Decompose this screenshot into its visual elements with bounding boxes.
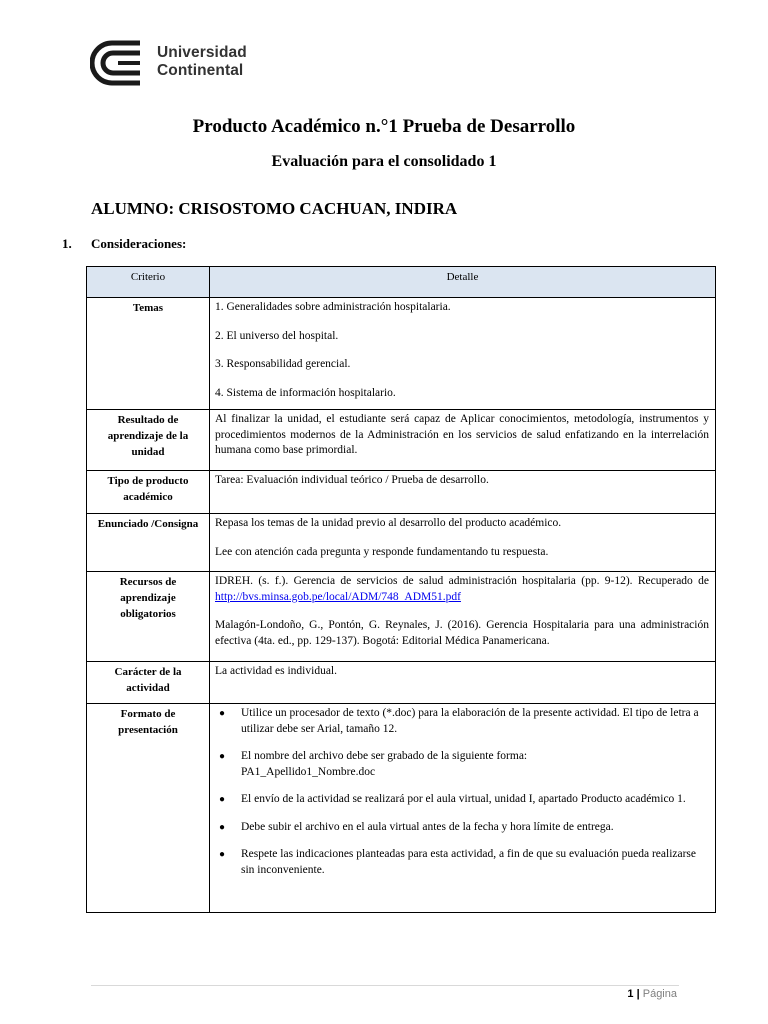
- detalle-enunciado: [210, 514, 716, 572]
- continental-logo-icon: [90, 40, 150, 86]
- detalle-temas: [210, 298, 716, 410]
- criterio-caracter: Carácter de la actividad: [87, 662, 210, 704]
- recurso-1-link[interactable]: http://bvs.minsa.gob.pe/local/ADM/748_ADM51.pdf: [215, 590, 461, 603]
- page-label: Página: [642, 988, 677, 1000]
- list-item: [215, 820, 709, 836]
- university-logo: [90, 40, 260, 86]
- list-item: [215, 847, 709, 878]
- footer-separator: |: [636, 988, 640, 1000]
- document-title: Producto Académico n.°1 Prueba de Desarrollo: [192, 116, 576, 137]
- detalle-caracter: La actividad es individual.: [210, 662, 716, 704]
- list-item: [215, 792, 709, 808]
- formato-b2a: El nombre del archivo debe ser grabado de la siguiente forma:: [241, 750, 528, 762]
- row-caracter: [87, 662, 716, 704]
- bullet-icon: ●: [219, 751, 226, 762]
- student-name: ALUMNO: CRISOSTOMO CACHUAN, INDIRA: [91, 199, 458, 218]
- list-item: [215, 706, 709, 737]
- criterio-temas: Temas: [87, 298, 210, 410]
- bullet-icon: ●: [219, 849, 226, 860]
- formato-b4: Debe subir el archivo en el aula virtual antes de la fecha y hora límite de entrega.: [241, 820, 614, 833]
- tema-2: 2. El universo del hospital.: [215, 329, 339, 342]
- logo-line1: Universidad: [157, 44, 247, 61]
- tema-4: 4. Sistema de información hospitalario.: [215, 386, 396, 399]
- detalle-formato: [210, 704, 716, 913]
- page-number: 1: [627, 988, 634, 1000]
- formato-b1: Utilice un procesador de texto (*.doc) para la elaboración de la presente actividad. El tipo de letra a utilizar debe ser Arial, tamaño 12.: [241, 707, 699, 735]
- document-subtitle: Evaluación para el consolidado 1: [271, 153, 497, 170]
- criterio-enunciado: Enunciado /Consigna: [87, 514, 210, 572]
- row-resultado: [87, 410, 716, 471]
- enunciado-p1: Repasa los temas de la unidad previo al desarrollo del producto académico.: [215, 517, 562, 529]
- recurso-1-text: IDREH. (s. f.). Gerencia de servicios de salud administración hospitalaria (pp. 9-12). Recuperado de: [215, 575, 709, 587]
- section-number: 1.: [62, 236, 72, 251]
- criterio-resultado: Resultado de aprendizaje de la unidad: [87, 410, 210, 471]
- row-enunciado: [87, 514, 716, 572]
- bullet-icon: ●: [219, 821, 226, 833]
- criterio-formato: Formato de presentación: [87, 704, 210, 913]
- detalle-recursos: [210, 572, 716, 662]
- criterio-recursos: Recursos de aprendizaje obligatorios: [87, 572, 210, 662]
- list-item: [215, 749, 709, 780]
- section-label: Consideraciones:: [91, 236, 187, 251]
- formato-b2b: PA1_Apellido1_Nombre.doc: [241, 765, 376, 778]
- tema-1: 1. Generalidades sobre administración hospitalaria.: [215, 301, 451, 313]
- formato-b3: El envío de la actividad se realizará por el aula virtual, unidad I, apartado Producto académico 1.: [241, 793, 686, 805]
- header-criterio: Criterio: [87, 267, 210, 298]
- row-temas: [87, 298, 716, 410]
- section-heading: [62, 236, 186, 252]
- tema-3: 3. Responsabilidad gerencial.: [215, 358, 351, 370]
- detalle-resultado: Al finalizar la unidad, el estudiante será capaz de Aplicar conocimientos, metodología, instrumentos y procedimientos modernos de la Administración en los servicios de salud enfatizando en la interrelación humana como base primordial.: [210, 410, 716, 471]
- considerations-table: [86, 266, 716, 913]
- criterio-tipo: Tipo de producto académico: [87, 471, 210, 514]
- logo-line2: Continental: [157, 62, 244, 79]
- row-formato: [87, 704, 716, 913]
- page-footer: [627, 988, 677, 1000]
- row-tipo: [87, 471, 716, 514]
- footer-divider: [91, 985, 679, 986]
- bullet-icon: ●: [219, 708, 226, 719]
- enunciado-p2: Lee con atención cada pregunta y responde fundamentando tu respuesta.: [215, 545, 549, 558]
- formato-b5: Respete las indicaciones planteadas para esta actividad, a fin de que su evaluación pueda realizarse sin inconveniente.: [241, 848, 697, 876]
- bullet-icon: ●: [219, 794, 226, 805]
- header-detalle: Detalle: [210, 267, 716, 298]
- recurso-2: Malagón-Londoño, G., Pontón, G. Reynales, J. (2016). Gerencia Hospitalaria para una administración efectiva (4ta. ed., pp. 129-137). Bogotá: Editorial Médica Panamericana.: [215, 619, 709, 647]
- table-header-row: [87, 267, 716, 298]
- detalle-tipo: Tarea: Evaluación individual teórico / Prueba de desarrollo.: [210, 471, 716, 514]
- recurso-1: [215, 574, 709, 605]
- logo-wordmark: [157, 44, 247, 80]
- formato-list: [215, 706, 709, 878]
- row-recursos: [87, 572, 716, 662]
